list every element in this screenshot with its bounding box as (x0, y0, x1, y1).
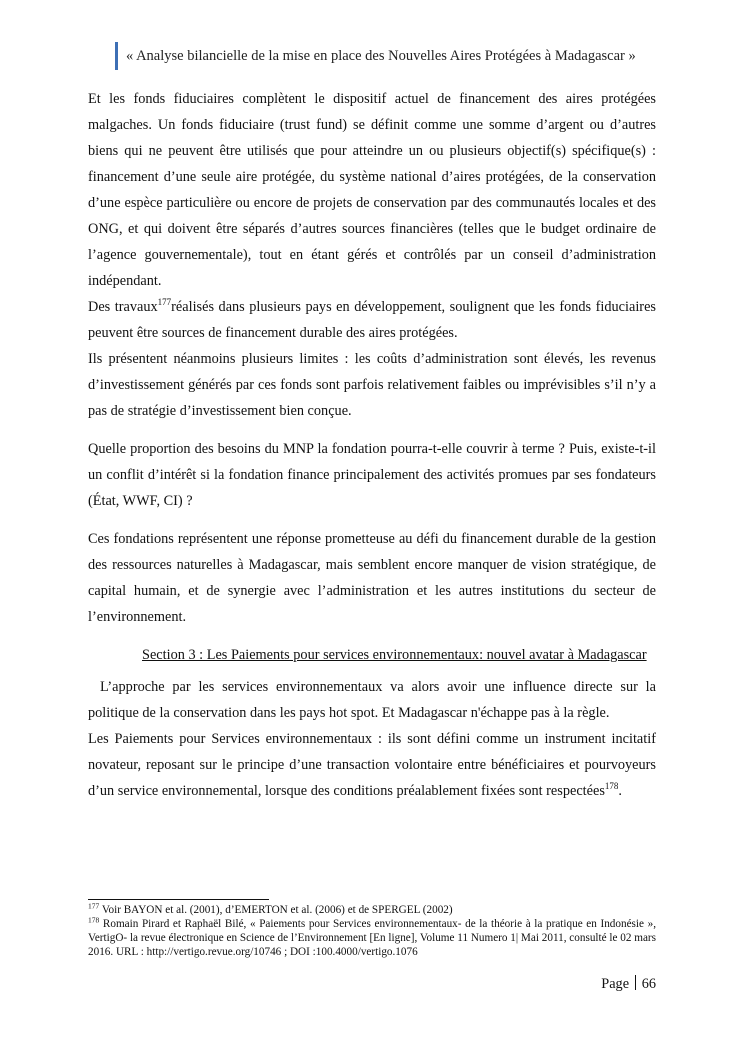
page-number-value: 66 (641, 976, 656, 992)
paragraph-trust-funds: Et les fonds fiduciaires complètent le dispositif actuel de financement des aires protégées malgaches. Un fonds fiduciaire (trust fund) se définit comme une somme d’argent ou d’autres biens qui ne peuvent être utilisés que pour atteindre un ou plusieurs objectif(s) spécifique(s) : financement d’une seule aire protégée, du système national d’aires protégées, de la conservation d’une espèce particulière ou encore de projets de conservation par des communautés locales et des ONG, et qui doivent être séparés d’autres sources financières (telles que le budget ordinaire de l’agence gouvernementale), tout en étant gérés et contrôlés par un conseil d’administration indépendant. (88, 91, 656, 289)
header-title: « Analyse bilancielle de la mise en place des Nouvelles Aires Protégées à Madagascar » (126, 48, 636, 64)
paragraph-studies-start: Des travaux (88, 299, 158, 315)
section-3-title: Section 3 : Les Paiements pour services environnementaux: nouvel avatar à Madagascar (142, 647, 647, 663)
paragraph-studies-end: réalisés dans plusieurs pays en développement, soulignent que les fonds fiduciaires peuvent être sources de financement durable des aires protégées. (88, 299, 656, 341)
paragraph-pse-end: . (618, 783, 622, 799)
paragraph-limits: Ils présentent néanmoins plusieurs limites : les coûts d’administration sont élevés, les revenus d’investissement générés par ces fonds sont parfois relativement faibles ou imprévisibles s’il n’y a pas de stratégie d’investissement bien conçue. (88, 351, 656, 419)
paragraph-questions: Quelle proportion des besoins du MNP la fondation pourra-t-elle couvrir à terme ? Puis, existe-t-il un conflit d’intérêt si la fondation finance principalement des activités promues par ses fondateurs (État, WWF, CI) ? (88, 441, 656, 509)
main-text (88, 86, 656, 804)
paragraph-studies (88, 294, 656, 346)
footnote-number: 178 (88, 915, 100, 925)
page-separator (635, 975, 637, 990)
paragraph-approach: L’approche par les services environnementaux va alors avoir une influence directe sur la politique de la conservation dans les pays hot spot. Et Madagascar n'échappe pas à la règle. (88, 679, 656, 721)
footnote-178 (88, 917, 656, 959)
page-number (601, 974, 656, 994)
footnotes (88, 903, 656, 959)
paragraph-foundations: Ces fondations représentent une réponse prometteuse au défi du financement durable de la gestion des ressources naturelles à Madagascar, mais semblent encore manquer de vision stratégique, de capital humain, et de synergie avec l’administration et les autres institutions du secteur de l’environnement. (88, 531, 656, 625)
footnote-ref-178[interactable]: 178 (604, 781, 619, 792)
running-header (115, 42, 675, 70)
paragraph-pse-text: Les Paiements pour Services environnementaux : ils sont défini comme un instrument incitatif novateur, reposant sur le principe d’une transaction volontaire entre bénéficiaires et pourvoyeurs d’un service environnemental, lorsque des conditions préalablement fixées sont respectées (88, 731, 656, 799)
footnote-177 (88, 903, 656, 917)
footnote-ref-177[interactable]: 177 (157, 297, 172, 308)
footnote-text: Romain Pirard et Raphaël Bilé, « Paiements pour Services environnementaux- de la théorie à la pratique en Indonésie », VertigO- la revue électronique en Science de l’Environnement [En ligne], Volume 11 Numero 1| Mai 2011, consulté le 02 mars 2016. URL : http://vertigo.revue.org/10746 ; DOI :100.4000/vertigo.1076 (88, 918, 657, 958)
footnote-separator (88, 899, 269, 900)
page-label: Page (601, 976, 630, 992)
paragraph-pse-definition (88, 726, 656, 804)
footnote-number: 177 (88, 901, 100, 911)
footnote-text: Voir BAYON et al. (2001), d’EMERTON et al. (2006) et de SPERGEL (2002) (101, 904, 453, 916)
